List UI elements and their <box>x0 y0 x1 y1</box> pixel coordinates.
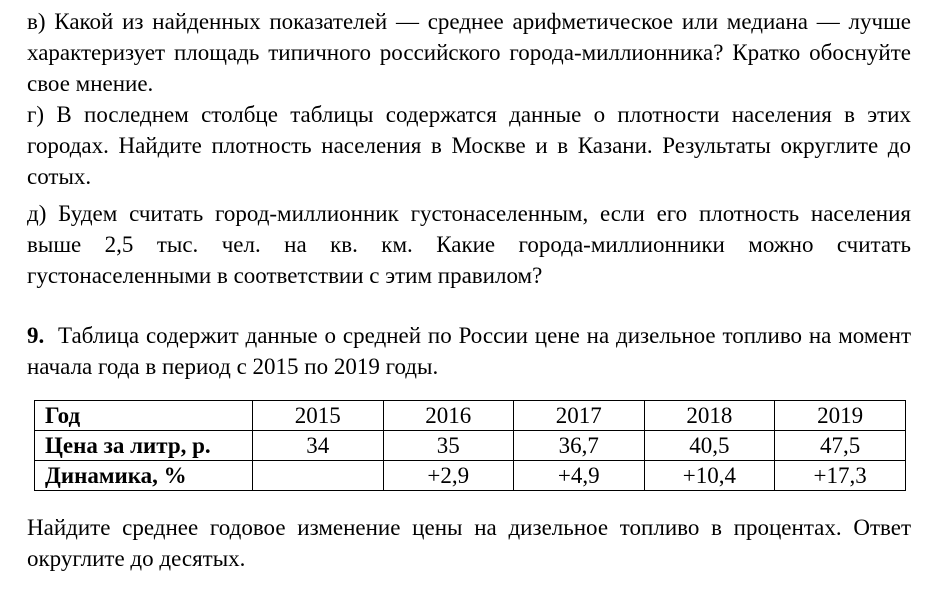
row-header-year: Год <box>35 401 253 431</box>
table-cell: +4,9 <box>514 461 645 491</box>
task-9-text: Таблица содержит данные о средней по России цене на дизельное топливо на момент начала года в период с 2015 по 2019 годы. <box>27 323 911 379</box>
task-number: 9. <box>27 323 45 348</box>
table-cell: 34 <box>253 431 384 461</box>
table-cell: +10,4 <box>644 461 775 491</box>
table-cell: 40,5 <box>644 431 775 461</box>
table-cell: +2,9 <box>383 461 514 491</box>
question-v-paragraph: в) Какой из найденных показателей — среднее арифметическое или медиана — лучше характеризует площадь типичного российского города-миллионника? Кратко обоснуйте свое мнение. <box>27 9 911 96</box>
row-header-price: Цена за литр, р. <box>35 431 253 461</box>
table-row-year <box>35 401 906 431</box>
table-cell: 35 <box>383 431 514 461</box>
table-cell: 2018 <box>644 401 775 431</box>
document-page <box>27 6 911 574</box>
task-9-question: Найдите среднее годовое изменение цены на дизельное топливо в процентах. Ответ округлите до десятых. <box>27 515 911 571</box>
table-cell: 2019 <box>775 401 906 431</box>
table-cell: 36,7 <box>514 431 645 461</box>
table-cell: 47,5 <box>775 431 906 461</box>
table-cell: +17,3 <box>775 461 906 491</box>
table-cell <box>253 461 384 491</box>
question-g-paragraph: г) В последнем столбце таблицы содержатся данные о плотности населения в этих городах. Найдите плотность населения в Москве и в Казани. Результаты округлите до сотых. <box>27 102 911 189</box>
table-cell: 2017 <box>514 401 645 431</box>
row-header-dynamics: Динамика, % <box>35 461 253 491</box>
table-cell: 2015 <box>253 401 384 431</box>
question-d-paragraph: д) Будем считать город-миллионник густонаселенным, если его плотность населения выше 2,5 тыс. чел. на кв. км. Какие города-миллионники можно считать густонаселенными в соответствии с этим правилом? <box>27 201 911 288</box>
task-9-paragraph <box>27 320 911 382</box>
table-cell: 2016 <box>383 401 514 431</box>
diesel-price-table <box>34 400 906 491</box>
table-row-dynamics <box>35 461 906 491</box>
table-row-price <box>35 431 906 461</box>
